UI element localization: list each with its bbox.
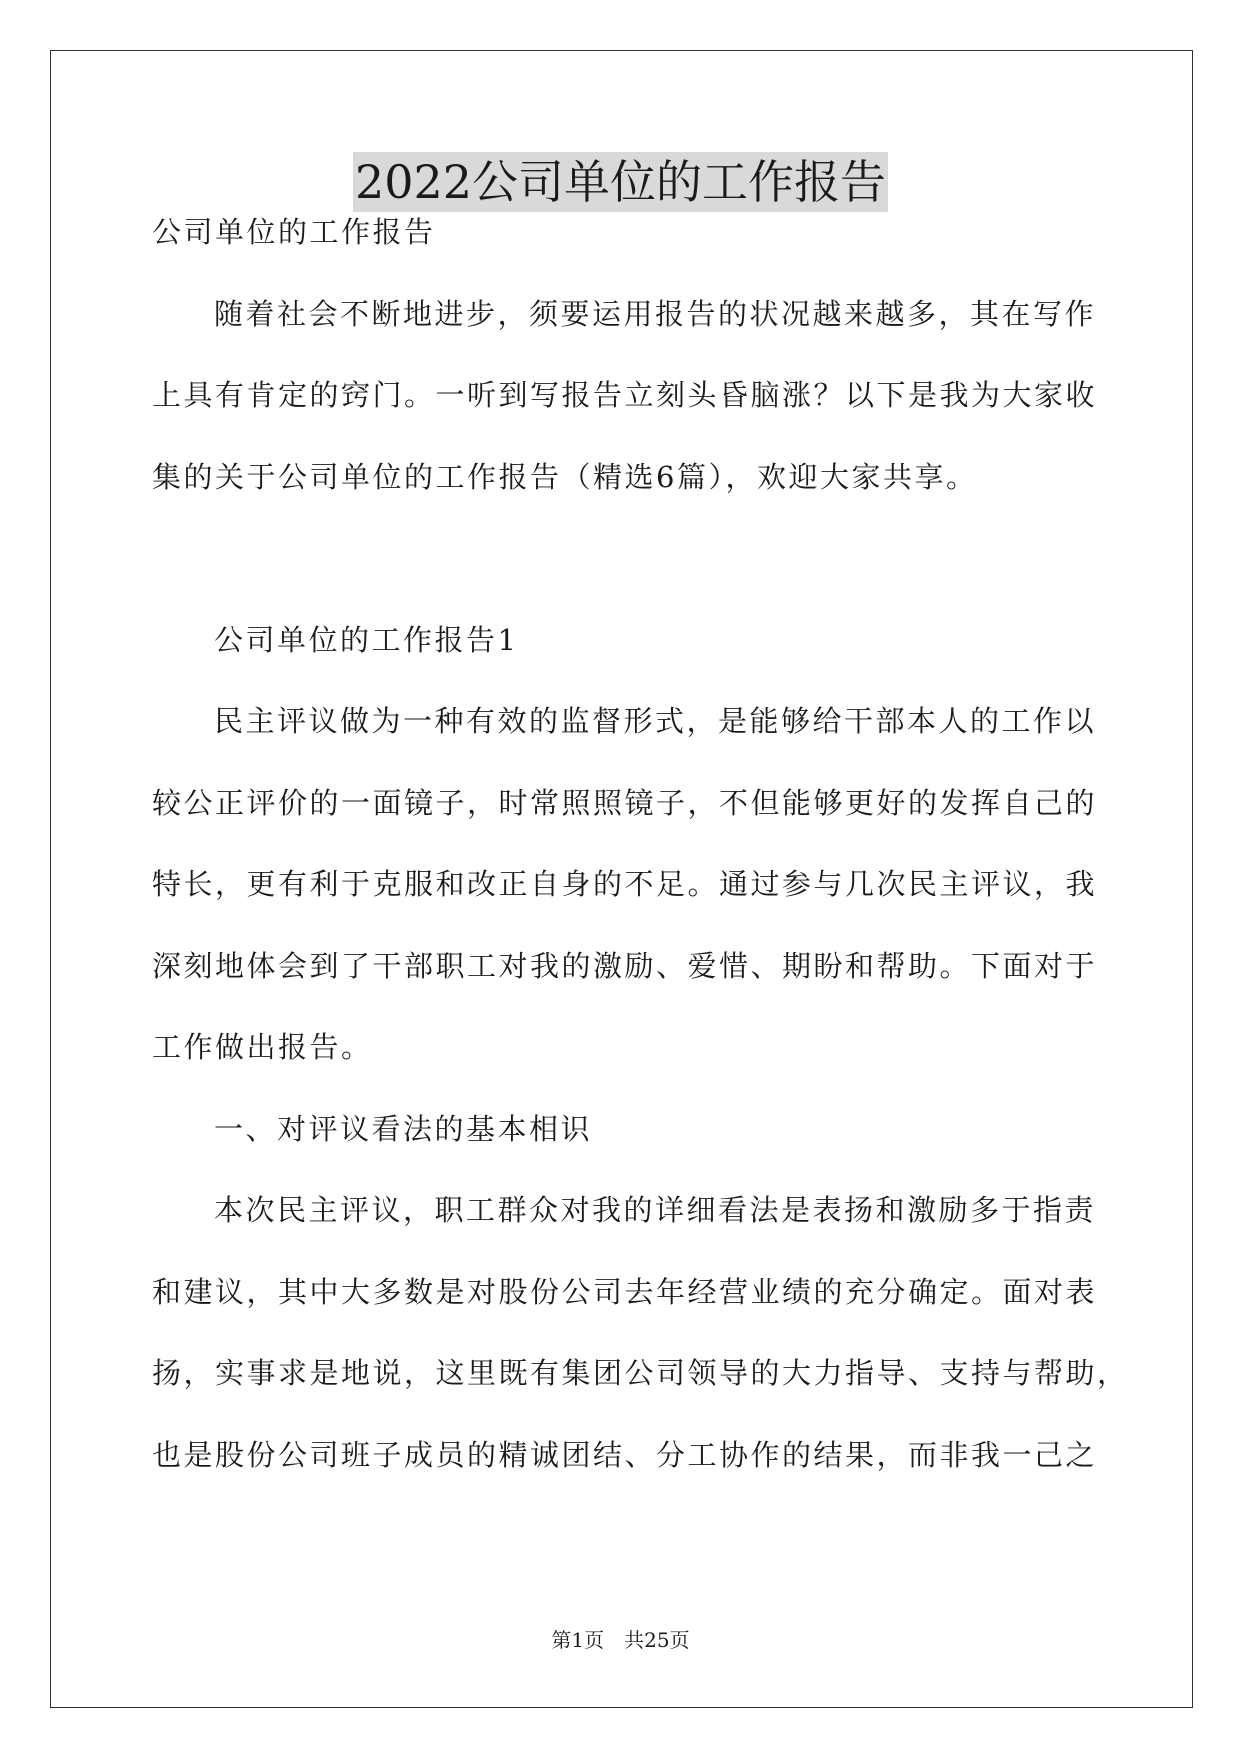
paragraph-line: 深刻地体会到了干部职工对我的激励、爱惜、期盼和帮助。下面对于 xyxy=(152,948,1098,983)
paragraph-line: 工作做出报告。 xyxy=(152,1030,373,1064)
document-title: 2022公司单位的工作报告 xyxy=(353,152,888,212)
paragraph-line: 民主评议做为一种有效的监督形式，是能够给干部本人的工作以 xyxy=(214,704,1097,738)
paragraph-line: 也是股份公司班子成员的精诚团结、分工协作的结果，而非我一己之 xyxy=(152,1437,1098,1472)
paragraph-line: 集的关于公司单位的工作报告（精选6篇），欢迎大家共享。 xyxy=(152,459,978,494)
paragraph-line xyxy=(152,518,1092,600)
paragraph-line: 和建议，其中大多数是对股份公司去年经营业绩的充分确定。面对表 xyxy=(152,1274,1098,1309)
paragraph-line: 上具有肯定的窍门。一听到写报告立刻头昏脑涨？以下是我为大家收 xyxy=(152,378,1098,412)
paragraph-line: 特长，更有利于克服和改正自身的不足。通过参与几次民主评议，我 xyxy=(152,867,1098,901)
paragraph-line: 公司单位的工作报告 xyxy=(152,215,436,249)
page-number-label: 第1页 共25页 xyxy=(551,1628,690,1652)
paragraph-line: 扬，实事求是地说，这里既有集团公司领导的大力指导、支持与帮助， xyxy=(152,1356,1129,1390)
paragraph-line: 较公正评价的一面镜子，时常照照镜子，不但能够更好的发挥自己的 xyxy=(152,785,1098,820)
page-footer xyxy=(0,1628,1241,1652)
document-body xyxy=(152,192,1129,1496)
paragraph-line: 一、对评议看法的基本相识 xyxy=(214,1111,593,1146)
paragraph-line: 公司单位的工作报告1 xyxy=(214,622,519,657)
paragraph-line: 本次民主评议，职工群众对我的详细看法是表扬和激励多于指责 xyxy=(214,1193,1097,1227)
paragraph-line: 随着社会不断地进步，须要运用报告的状况越来越多，其在写作 xyxy=(214,296,1097,331)
